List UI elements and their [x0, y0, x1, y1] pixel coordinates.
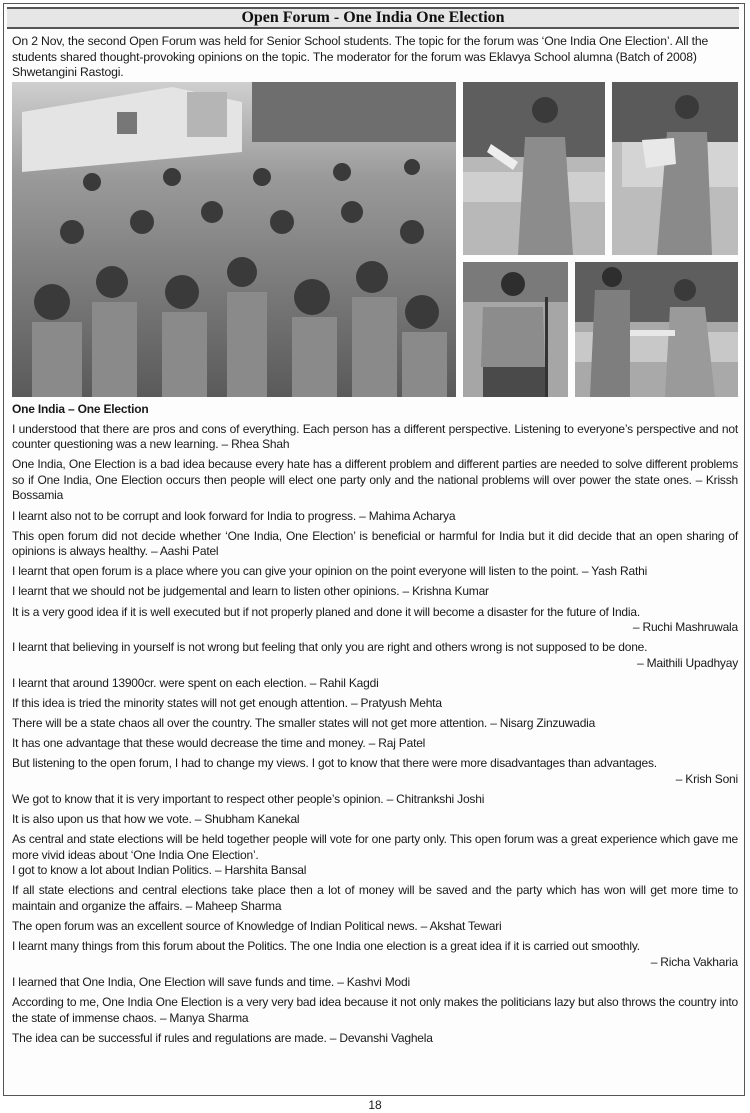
page-number: 18	[368, 1098, 382, 1112]
quote-text: It is a very good idea if it is well executed but if not properly planed and done it will become a disaster for the future of India.	[12, 604, 640, 619]
quote-item	[12, 736, 738, 752]
quote-author: – Rhea Shah	[221, 437, 290, 452]
quote-item	[12, 812, 738, 828]
quote-text-continued: I got to know a lot about Indian Politics.	[12, 863, 212, 878]
quote-item	[12, 975, 738, 991]
quote-text: The open forum was an excellent source of Knowledge of Indian Political news.	[12, 919, 418, 934]
quote-author: – Yash Rathi	[581, 564, 648, 579]
quote-author: – Devanshi Vaghela	[329, 1030, 433, 1045]
quote-author: – Maithili Upadhyay	[637, 655, 738, 670]
quote-author: – Shubham Kanekal	[194, 812, 300, 827]
quote-item	[12, 919, 738, 935]
quote-text: This open forum did not decide whether ‘One India, One Election’ is beneficial or harmful for India but it did decide that an open sharing of opinions is always healthy.	[12, 528, 738, 559]
quote-author: – Raj Patel	[368, 736, 426, 751]
quote-item	[12, 995, 738, 1026]
quote-author: – Krishna Kumar	[402, 584, 489, 599]
quote-item	[12, 564, 738, 580]
quote-author: – Akshat Tewari	[420, 919, 502, 934]
quote-text: But listening to the open forum, I had to change my views. I got to know that there were more disadvantages than advantages.	[12, 756, 657, 771]
quote-text: The idea can be successful if rules and regulations are made.	[12, 1030, 327, 1045]
quote-text: I learnt also not to be corrupt and look forward for India to progress.	[12, 508, 356, 523]
quote-item	[12, 756, 738, 787]
quote-text: It is also upon us that how we vote.	[12, 812, 192, 827]
quote-text: As central and state elections will be held together people will vote for one party only. This open forum was a great experience which gave me more vivid ideas about ‘One India One Election’.	[12, 832, 738, 862]
quote-author: – Chitrankshi Joshi	[386, 791, 485, 806]
quote-text: I learnt that open forum is a place where you can give your opinion on the point everyone will listen to the point.	[12, 564, 579, 579]
quote-author: – Aashi Patel	[150, 544, 219, 559]
moderator-speaking-photo	[463, 82, 605, 255]
quote-item	[12, 529, 738, 560]
quote-text: I learnt that around 13900cr. were spent on each election.	[12, 675, 307, 690]
quote-item	[12, 883, 738, 914]
quote-text: According to me, One India One Election is a very very bad idea because it not only makes the politicians lazy but also throws the country into the state of immense chaos.	[12, 995, 738, 1025]
quote-item	[12, 716, 738, 732]
quote-item	[12, 457, 738, 504]
quote-text: If this idea is tried the minority states will not get enough attention.	[12, 696, 348, 710]
quote-text: One India, One Election is a bad idea because every hate has a different problem and different parties are needed to solve different problems so if One India, One Election occurs then people will elect one party only and the national problems will over power the state ones.	[12, 457, 738, 487]
quote-author: – Pratyush Mehta	[350, 696, 442, 710]
quote-item	[12, 676, 738, 692]
quote-item	[12, 939, 738, 970]
students-seated-photo	[12, 82, 456, 397]
quote-text: I learned that One India, One Election will save funds and time.	[12, 974, 335, 989]
quote-item	[12, 1031, 738, 1047]
quote-text: I learnt that we should not be judgemental and learn to listen other opinions.	[12, 584, 400, 599]
quote-item	[12, 509, 738, 525]
quote-author: – Harshita Bansal	[214, 863, 307, 878]
quote-author: – Mahima Acharya	[359, 508, 456, 523]
quote-item	[12, 792, 738, 808]
quote-author: – Manya Sharma	[159, 1010, 249, 1025]
certificate-handover-photo	[575, 262, 738, 397]
quote-author: – Krish Soni	[675, 771, 738, 786]
quote-author: – Richa Vakharia	[650, 954, 738, 969]
quote-text: I learnt that believing in yourself is not wrong but feeling that only you are right and others wrong is not supposed to be done.	[12, 640, 648, 655]
quote-item	[12, 640, 738, 671]
quote-list	[12, 422, 738, 1047]
opinions-section	[12, 402, 738, 1051]
quote-item	[12, 605, 738, 636]
quote-item	[12, 422, 738, 453]
intro-paragraph: On 2 Nov, the second Open Forum was held for Senior School students. The topic for the forum was ‘One India One Election’. All the students shared thought-provoking opinions on the topic. The moderator for the forum was Eklavya School alumna (Batch of 2008) Shwetangini Rastogi.	[12, 34, 709, 80]
quote-text: I understood that there are pros and cons of everything. Each person has a different perspective. Listening to everyone’s perspective and not counter questioning was a new learning.	[12, 421, 738, 452]
quote-text: There will be a state chaos all over the country. The smaller states will not get more attention.	[12, 716, 488, 731]
quote-item	[12, 584, 738, 600]
page-title: Open Forum - One India One Election	[241, 9, 505, 26]
quote-item	[12, 832, 738, 879]
quote-text: We got to know that it is very important to respect other people’s opinion.	[12, 791, 384, 806]
quote-author: – Krissh Bossamia	[12, 472, 738, 503]
quote-item	[12, 696, 738, 712]
quote-author: – Nisarg Zinzuwadia	[490, 716, 596, 731]
quote-text: It has one advantage that these would decrease the time and money.	[12, 736, 366, 751]
moderator-reading-photo	[612, 82, 738, 255]
quote-author: – Ruchi Mashruwala	[632, 620, 738, 635]
student-at-microphone-photo	[463, 262, 568, 397]
section-heading: One India – One Election	[12, 402, 149, 416]
title-bar	[7, 7, 739, 29]
quote-author: – Rahil Kagdi	[309, 675, 379, 690]
quote-text: If all state elections and central elections take place then a lot of money will be saved and the party which has won will get more time to maintain and organize the affairs.	[12, 883, 738, 914]
quote-author: – Maheep Sharma	[185, 899, 282, 914]
quote-text: I learnt many things from this forum about the Politics. The one India one election is a great idea if it is carried out smoothly.	[12, 939, 640, 954]
quote-author: – Kashvi Modi	[337, 974, 410, 989]
